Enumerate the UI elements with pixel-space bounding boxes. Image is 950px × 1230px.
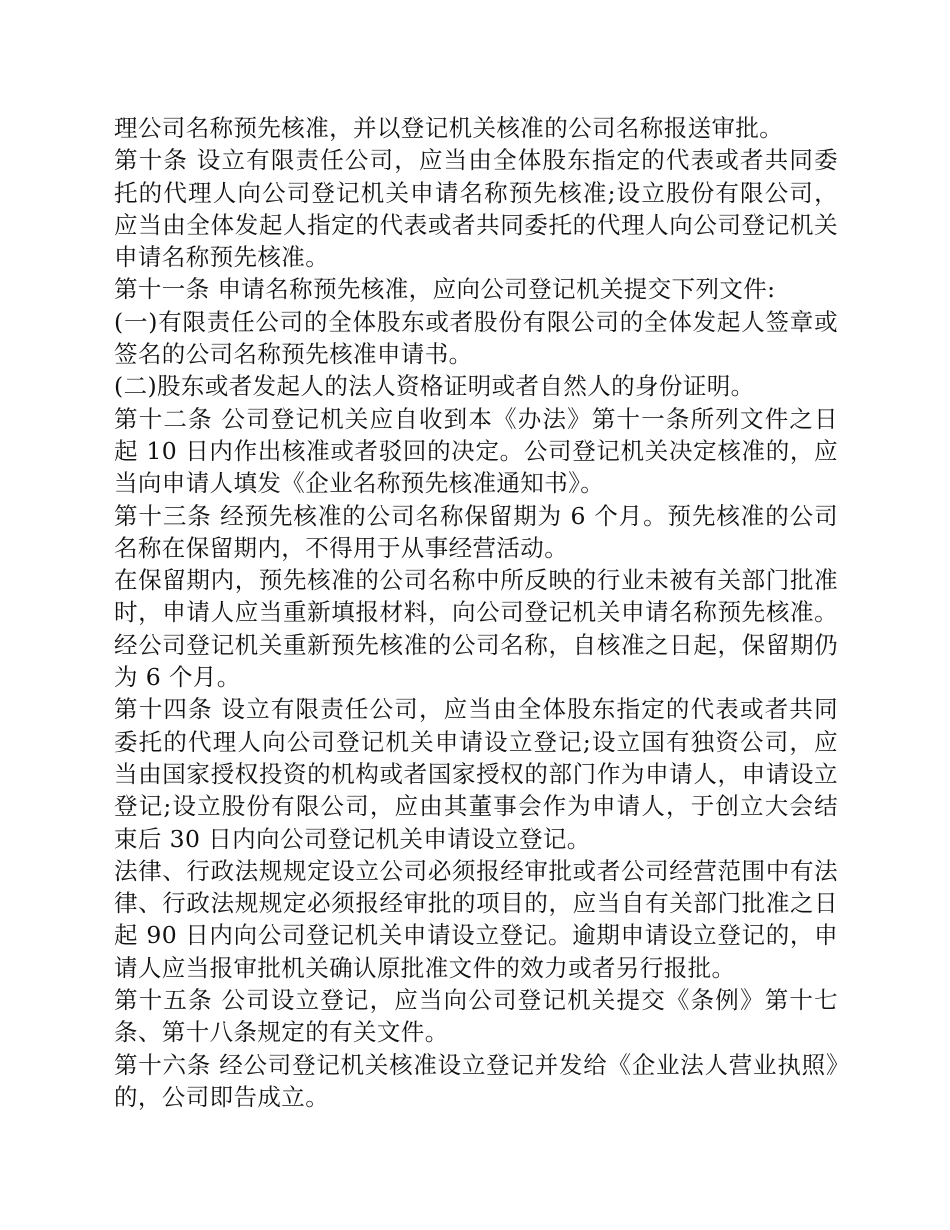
article-11-item-2: (二)股东或者发起人的法人资格证明或者自然人的身份证明。: [114, 372, 755, 401]
article-11: 第十一条 申请名称预先核准，应向公司登记机关提交下列文件:: [114, 275, 776, 304]
article-14-approval-paragraph: 法律、行政法规规定设立公司必须报经审批或者公司经营范围中有法律、行政法规规定必须报经审批的项目的，应当自有关部门批准之日起 90 日内向公司登记机关申请设立登记。逾期申请设立登记的，申请人应当报审批机关确认原批准文件的效力或者另行报批。: [114, 856, 838, 982]
article-15: 第十五条 公司设立登记，应当向公司登记机关提交《条例》第十七条、第十八条规定的有关文件。: [114, 986, 838, 1047]
article-11-item-1: (一)有限责任公司的全体股东或者股份有限公司的全体发起人签章或签名的公司名称预先核准申请书。: [114, 307, 838, 369]
article-13: 第十三条 经预先核准的公司名称保留期为 6 个月。预先核准的公司名称在保留期内，不得用于从事经营活动。: [114, 501, 838, 562]
document-body: [114, 112, 838, 1113]
article-14: 第十四条 设立有限责任公司，应当由全体股东指定的代表或者共同委托的代理人向公司登记机关申请设立登记;设立国有独资公司，应当由国家授权投资的机构或者国家授权的部门作为申请人，申请设立登记;设立股份有限公司，应由其董事会作为申请人，于创立大会结束后 30 日内向公司登记机关申请设立登记。: [114, 695, 838, 853]
paragraph-name-approval-tail: 理公司名称预先核准，并以登记机关核准的公司名称报送审批。: [114, 114, 784, 142]
article-16: 第十六条 经公司登记机关核准设立登记并发给《企业法人营业执照》的，公司即告成立。: [114, 1050, 838, 1111]
article-12: 第十二条 公司登记机关应自收到本《办法》第十一条所列文件之日起 10 日内作出核准或者驳回的决定。公司登记机关决定核准的，应当向申请人填发《企业名称预先核准通知书》。: [114, 404, 838, 498]
article-13-retention-paragraph: 在保留期内，预先核准的公司名称中所反映的行业未被有关部门批准时，申请人应当重新填报材料，向公司登记机关申请名称预先核准。经公司登记机关重新预先核准的公司名称，自核准之日起，保留期仍为 6 个月。: [114, 566, 838, 692]
article-10: 第十条 设立有限责任公司，应当由全体股东指定的代表或者共同委托的代理人向公司登记机关申请名称预先核准;设立股份有限公司，应当由全体发起人指定的代表或者共同委托的代理人向公司登记机关申请名称预先核准。: [114, 146, 838, 272]
